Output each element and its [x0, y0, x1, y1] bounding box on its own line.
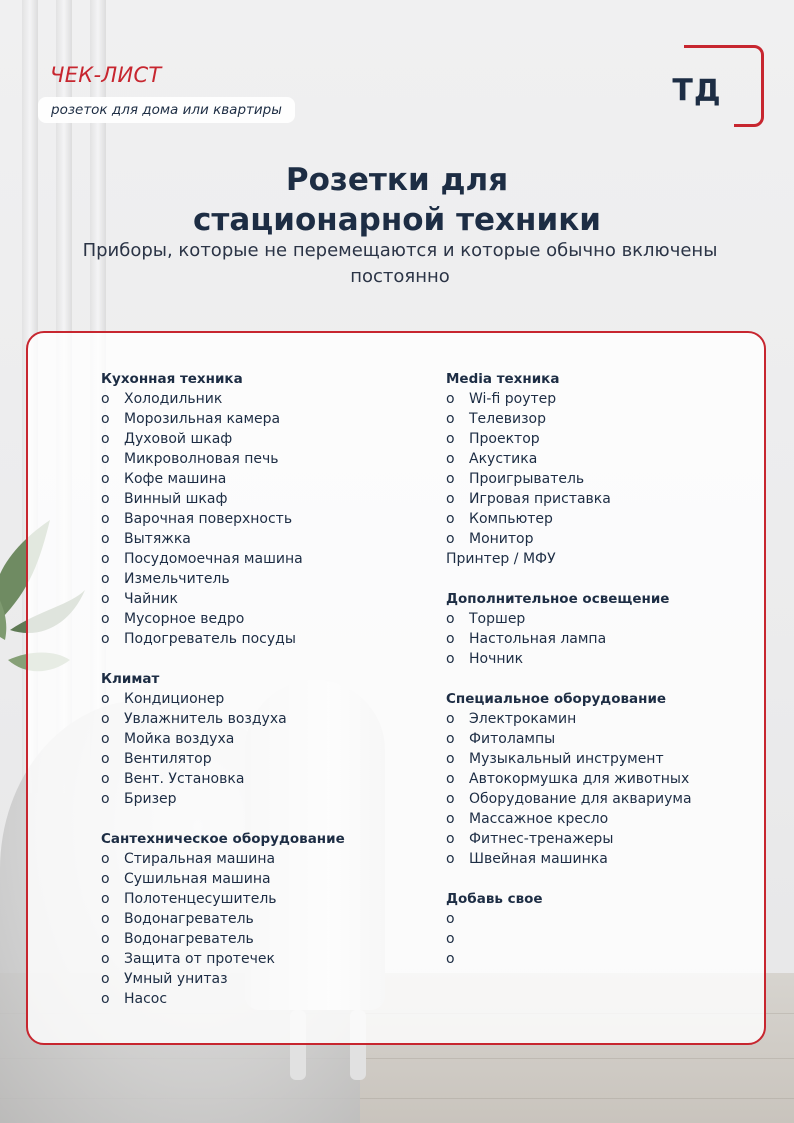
- checklist-item[interactable]: [446, 749, 766, 769]
- checklist-item[interactable]: [446, 449, 766, 469]
- checkbox-circle-icon[interactable]: o: [101, 551, 110, 567]
- checkbox-circle-icon[interactable]: o: [446, 911, 455, 927]
- checklist-item[interactable]: [101, 429, 431, 449]
- checklist-items: [446, 709, 766, 869]
- item-label: Музыкальный инструмент: [469, 751, 664, 767]
- item-label: Телевизор: [469, 411, 546, 427]
- checklist-section: [101, 369, 431, 649]
- item-label: Духовой шкаф: [124, 431, 233, 447]
- checkbox-circle-icon[interactable]: o: [446, 711, 455, 727]
- checkbox-circle-icon[interactable]: o: [101, 731, 110, 747]
- item-label: Проигрыватель: [469, 471, 585, 487]
- checkbox-circle-icon[interactable]: o: [101, 691, 110, 707]
- checkbox-circle-icon[interactable]: o: [446, 451, 455, 467]
- section-title: Климат: [101, 671, 160, 687]
- item-label: Защита от протечек: [124, 951, 275, 967]
- item-label: Подогреватель посуды: [124, 631, 296, 647]
- checklist-item[interactable]: [101, 729, 431, 749]
- item-label: Посудомоечная машина: [124, 551, 303, 567]
- item-label: Стиральная машина: [124, 851, 276, 867]
- checkbox-circle-icon[interactable]: o: [101, 911, 110, 927]
- checkbox-circle-icon[interactable]: o: [101, 411, 110, 427]
- item-label: Варочная поверхность: [124, 511, 293, 527]
- checkbox-circle-icon[interactable]: o: [101, 531, 110, 547]
- checklist-item[interactable]: [101, 909, 431, 929]
- item-label: Фитнес-тренажеры: [469, 831, 614, 847]
- checkbox-circle-icon[interactable]: o: [446, 951, 455, 967]
- checklist-item[interactable]: [446, 949, 766, 969]
- item-label: Вент. Установка: [124, 771, 245, 787]
- checklist-item[interactable]: [446, 629, 766, 649]
- item-label: Микроволновая печь: [124, 451, 279, 467]
- checklist-item[interactable]: [446, 509, 766, 529]
- item-label: Вентилятор: [124, 751, 212, 767]
- checklist-item[interactable]: [101, 409, 431, 429]
- checkbox-circle-icon[interactable]: o: [446, 391, 455, 407]
- checkbox-circle-icon[interactable]: o: [446, 751, 455, 767]
- item-label: Морозильная камера: [124, 411, 281, 427]
- checklist-item[interactable]: [446, 469, 766, 489]
- checkbox-circle-icon[interactable]: o: [101, 431, 110, 447]
- checkbox-circle-icon[interactable]: o: [446, 411, 455, 427]
- checkbox-circle-icon[interactable]: o: [101, 631, 110, 647]
- item-label: Вытяжка: [124, 531, 191, 547]
- item-label: Проектор: [469, 431, 540, 447]
- checkbox-circle-icon[interactable]: o: [101, 951, 110, 967]
- item-label: Компьютер: [469, 511, 553, 527]
- checkbox-circle-icon[interactable]: o: [446, 511, 455, 527]
- section-title: Кухонная техника: [101, 371, 243, 387]
- item-label: Измельчитель: [124, 571, 230, 587]
- item-label: Монитор: [469, 531, 534, 547]
- item-label: Умный унитаз: [124, 971, 228, 987]
- checklist-item[interactable]: [101, 789, 431, 809]
- item-label: Кофе машина: [124, 471, 227, 487]
- title-line-1: Розетки для: [285, 162, 509, 198]
- checklist-item[interactable]: [446, 649, 766, 669]
- checkbox-circle-icon[interactable]: o: [101, 791, 110, 807]
- checkbox-circle-icon[interactable]: o: [446, 431, 455, 447]
- item-label: Сушильная машина: [124, 871, 271, 887]
- title-line-2: стационарной техники: [193, 202, 601, 238]
- checkbox-circle-icon[interactable]: o: [101, 491, 110, 507]
- page-subtitle: Приборы, которые не перемещаются и которые обычно включены постоянно: [82, 240, 718, 287]
- item-label: Насос: [124, 991, 168, 1007]
- checklist-section: [446, 889, 766, 969]
- checkbox-circle-icon[interactable]: o: [101, 571, 110, 587]
- checklist-section: [101, 829, 431, 1009]
- item-extra: Принтер / МФУ: [446, 551, 556, 567]
- checkbox-circle-icon[interactable]: o: [446, 651, 455, 667]
- checklist-items: [101, 849, 431, 1009]
- checkbox-circle-icon[interactable]: o: [101, 991, 110, 1007]
- checklist-item[interactable]: [101, 569, 431, 589]
- checkbox-circle-icon[interactable]: o: [101, 711, 110, 727]
- checklist-item[interactable]: [446, 829, 766, 849]
- item-label: Массажное кресло: [469, 811, 609, 827]
- right-column: [446, 369, 766, 989]
- checkbox-circle-icon[interactable]: o: [101, 871, 110, 887]
- checklist-item[interactable]: [446, 609, 766, 629]
- checkbox-circle-icon[interactable]: o: [446, 811, 455, 827]
- checkbox-circle-icon[interactable]: o: [101, 471, 110, 487]
- checklist-item[interactable]: [101, 889, 431, 909]
- checklist-item[interactable]: [101, 869, 431, 889]
- checklist-item[interactable]: [101, 769, 431, 789]
- checklist-item[interactable]: [446, 529, 766, 549]
- checklist-section: [101, 669, 431, 809]
- item-label: Фитолампы: [469, 731, 556, 747]
- item-label: Полотенцесушитель: [124, 891, 277, 907]
- checkbox-circle-icon[interactable]: o: [446, 491, 455, 507]
- checklist-item[interactable]: [101, 749, 431, 769]
- checklist-item[interactable]: [446, 489, 766, 509]
- checklist-item[interactable]: [446, 709, 766, 729]
- checklist-item[interactable]: [446, 789, 766, 809]
- checklist-item[interactable]: [446, 809, 766, 829]
- checkbox-circle-icon[interactable]: o: [101, 771, 110, 787]
- section-title: Специальное оборудование: [446, 691, 667, 707]
- item-label: Акустика: [469, 451, 538, 467]
- section-title: Дополнительное освещение: [446, 591, 670, 607]
- checklist-item[interactable]: [101, 509, 431, 529]
- checkbox-circle-icon[interactable]: o: [101, 591, 110, 607]
- section-title: Добавь свое: [446, 891, 543, 907]
- item-label: Кондиционер: [124, 691, 225, 707]
- item-label: Увлажнитель воздуха: [124, 711, 287, 727]
- checklist-item[interactable]: [101, 609, 431, 629]
- checklist-items: [446, 609, 766, 669]
- checklist-card: [26, 331, 766, 1045]
- item-label: Чайник: [124, 591, 178, 607]
- checklist-items: [446, 909, 766, 969]
- checkbox-circle-icon[interactable]: o: [101, 751, 110, 767]
- checklist-item[interactable]: [446, 409, 766, 429]
- page-title: [0, 160, 794, 240]
- checkbox-circle-icon[interactable]: o: [446, 931, 455, 947]
- item-label: Бризер: [124, 791, 177, 807]
- left-column: [101, 369, 431, 1029]
- checklist-items: [446, 389, 766, 549]
- item-label: Торшер: [469, 611, 526, 627]
- logo-text: ТД: [672, 73, 722, 109]
- item-label: Автокормушка для животных: [469, 771, 690, 787]
- item-label: Мойка воздуха: [124, 731, 235, 747]
- checklist-item[interactable]: [101, 469, 431, 489]
- checkbox-circle-icon[interactable]: o: [446, 531, 455, 547]
- item-label: Водонагреватель: [124, 931, 254, 947]
- checklist-item[interactable]: [101, 389, 431, 409]
- checkbox-circle-icon[interactable]: o: [446, 631, 455, 647]
- checklist-section: [446, 689, 766, 869]
- checkbox-circle-icon[interactable]: o: [101, 611, 110, 627]
- checklist-item[interactable]: [101, 989, 431, 1009]
- checkbox-circle-icon[interactable]: o: [446, 471, 455, 487]
- checklist-item[interactable]: [101, 949, 431, 969]
- item-label: Винный шкаф: [124, 491, 228, 507]
- checklist-item[interactable]: [101, 449, 431, 469]
- checklist-item[interactable]: [446, 389, 766, 409]
- checklist-item[interactable]: [101, 689, 431, 709]
- item-label: Wi-fi роутер: [469, 391, 557, 407]
- checklist-item[interactable]: [101, 529, 431, 549]
- checklist-item[interactable]: [446, 849, 766, 869]
- checklist-subtitle: розеток для дома или квартиры: [38, 97, 295, 123]
- checkbox-circle-icon[interactable]: o: [446, 771, 455, 787]
- section-title: Сантехническое оборудование: [101, 831, 345, 847]
- checklist-item[interactable]: [101, 549, 431, 569]
- checkbox-circle-icon[interactable]: o: [446, 611, 455, 627]
- item-label: Водонагреватель: [124, 911, 254, 927]
- checklist-items: [101, 389, 431, 649]
- checkbox-circle-icon[interactable]: o: [101, 851, 110, 867]
- checkbox-circle-icon[interactable]: o: [101, 391, 110, 407]
- checklist-item[interactable]: [446, 909, 766, 929]
- checklist-item[interactable]: [446, 769, 766, 789]
- checkbox-circle-icon[interactable]: o: [446, 831, 455, 847]
- checklist-item[interactable]: [101, 969, 431, 989]
- item-label: Электрокамин: [469, 711, 577, 727]
- checkbox-circle-icon[interactable]: o: [446, 731, 455, 747]
- checklist-item[interactable]: [101, 849, 431, 869]
- section-title: Media техника: [446, 371, 560, 387]
- item-label: Холодильник: [124, 391, 223, 407]
- item-label: Мусорное ведро: [124, 611, 245, 627]
- checklist-item[interactable]: [446, 429, 766, 449]
- item-label: Швейная машинка: [469, 851, 608, 867]
- checkbox-circle-icon[interactable]: o: [101, 891, 110, 907]
- checkbox-circle-icon[interactable]: o: [101, 511, 110, 527]
- checklist-item[interactable]: [446, 929, 766, 949]
- checklist-item[interactable]: [101, 589, 431, 609]
- checklist-label: ЧЕК-ЛИСТ: [50, 63, 162, 87]
- checkbox-circle-icon[interactable]: o: [446, 851, 455, 867]
- checklist-section: [446, 369, 766, 569]
- checklist-section: [446, 589, 766, 669]
- item-label: Игровая приставка: [469, 491, 611, 507]
- checkbox-circle-icon[interactable]: o: [101, 451, 110, 467]
- item-label: Оборудование для аквариума: [469, 791, 692, 807]
- checkbox-circle-icon[interactable]: o: [101, 931, 110, 947]
- checklist-item[interactable]: [101, 489, 431, 509]
- checklist-items: [101, 689, 431, 809]
- checklist-item[interactable]: [101, 929, 431, 949]
- item-label: Настольная лампа: [469, 631, 607, 647]
- checklist-item[interactable]: [101, 629, 431, 649]
- checklist-item[interactable]: [101, 709, 431, 729]
- checkbox-circle-icon[interactable]: o: [446, 791, 455, 807]
- checklist-item[interactable]: [446, 729, 766, 749]
- brand-logo: [672, 45, 764, 127]
- item-label: Ночник: [469, 651, 524, 667]
- checkbox-circle-icon[interactable]: o: [101, 971, 110, 987]
